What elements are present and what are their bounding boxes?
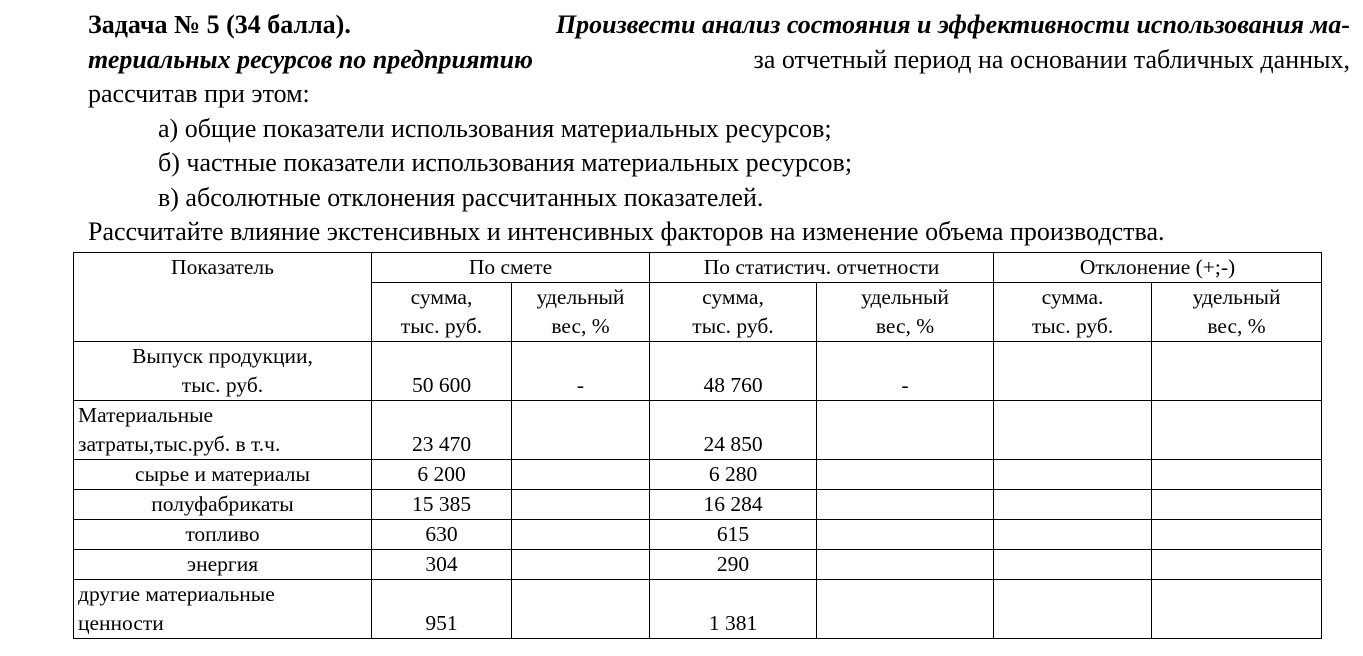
header-actual-share: удельный вес, % [817,283,994,342]
plan-sum-cell: 6 200 [372,460,512,490]
header-plan: По смете [372,253,650,283]
plan-share-cell [512,490,650,520]
header-plan-sum: сумма, тыс. руб. [372,283,512,342]
header-deviation-share: удельный вес, % [1152,283,1322,342]
table-row [74,342,1322,401]
table-row [74,490,1322,520]
actual-sum-cell: 16 284 [650,490,817,520]
deviation-sum-cell [994,460,1152,490]
row-label: Выпуск продукции, тыс. руб. [74,342,372,401]
plan-sum-cell: 304 [372,550,512,580]
table-row [74,550,1322,580]
task-title-part-2: териальных ресурсов по предприятию [88,44,534,74]
plan-sum-cell: 951 [372,580,512,639]
actual-share-cell [817,401,994,460]
deviation-sum-cell [994,490,1152,520]
task-item-c: в) абсолютные отклонения рассчитанных показателей. [158,182,764,212]
actual-sum-cell: 48 760 [650,342,817,401]
table-row [74,580,1322,639]
deviation-sum-cell [994,342,1152,401]
table-row [74,520,1322,550]
task-line-2-rest: за отчетный период на основании табличных данных, [753,44,1350,74]
row-label: Материальные затраты,тыс.руб. в т.ч. [74,401,372,460]
plan-sum-cell: 15 385 [372,490,512,520]
table-row [74,460,1322,490]
task-final-instruction: Рассчитайте влияние экстенсивных и интенсивных факторов на изменение объема производства. [88,217,1165,246]
plan-sum-cell: 23 470 [372,401,512,460]
plan-share-cell [512,580,650,639]
deviation-share-cell [1152,460,1322,490]
header-deviation-sum: сумма. тыс. руб. [994,283,1152,342]
actual-share-cell [817,460,994,490]
header-indicator: Показатель [74,253,372,342]
actual-sum-cell: 290 [650,550,817,580]
actual-share-cell [817,520,994,550]
task-line-1 [88,8,1350,43]
task-item-b: б) частные показатели использования материальных ресурсов; [158,148,853,177]
deviation-share-cell [1152,580,1322,639]
task-statement [88,8,1350,250]
deviation-share-cell [1152,550,1322,580]
task-title-part-1: Произвести анализ состояния и эффективности использования ма- [555,10,1350,39]
actual-sum-cell: 1 381 [650,580,817,639]
header-deviation: Отклонение (+;-) [994,253,1322,283]
table-header-row-1 [74,253,1322,283]
row-label: энергия [74,550,372,580]
actual-sum-cell: 24 850 [650,401,817,460]
row-label: полуфабрикаты [74,490,372,520]
deviation-sum-cell [994,580,1152,639]
plan-share-cell: - [512,342,650,401]
header-plan-share: удельный вес, % [512,283,650,342]
deviation-sum-cell [994,520,1152,550]
task-line-2 [88,43,1350,78]
header-actual: По статистич. отчетности [650,253,994,283]
deviation-sum-cell [994,550,1152,580]
actual-share-cell: - [817,342,994,401]
actual-share-cell [817,550,994,580]
deviation-share-cell [1152,342,1322,401]
actual-share-cell [817,580,994,639]
task-line-3: рассчитав при этом: [88,79,310,108]
row-label: сырье и материалы [74,460,372,490]
row-label: другие материальные ценности [74,580,372,639]
row-label: топливо [74,520,372,550]
deviation-share-cell [1152,401,1322,460]
task-heading: Задача № 5 (34 балла). [88,10,351,39]
plan-sum-cell: 630 [372,520,512,550]
actual-share-cell [817,490,994,520]
table-row [74,401,1322,460]
deviation-share-cell [1152,520,1322,550]
plan-share-cell [512,401,650,460]
plan-share-cell [512,520,650,550]
plan-share-cell [512,460,650,490]
materials-table [73,252,1322,639]
task-item-a: а) общие показатели использования материальных ресурсов; [158,113,832,143]
actual-sum-cell: 6 280 [650,460,817,490]
header-actual-sum: сумма, тыс. руб. [650,283,817,342]
plan-share-cell [512,550,650,580]
deviation-sum-cell [994,401,1152,460]
plan-sum-cell: 50 600 [372,342,512,401]
actual-sum-cell: 615 [650,520,817,550]
deviation-share-cell [1152,490,1322,520]
